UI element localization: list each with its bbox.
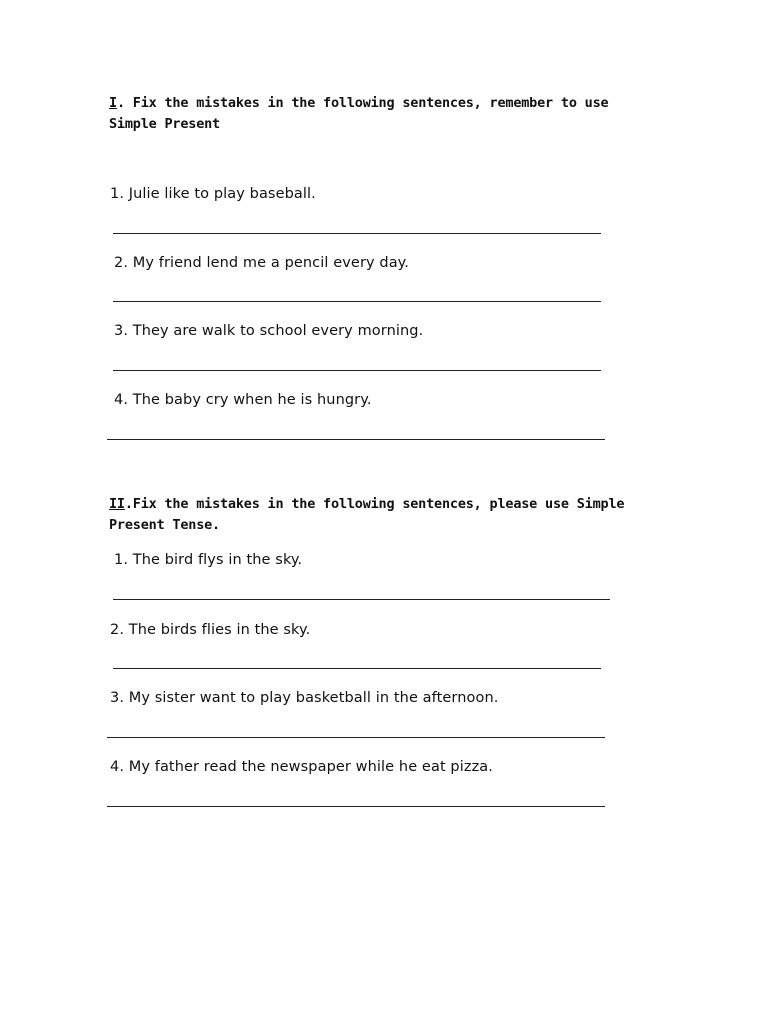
section-1-sentence-2: 2. My friend lend me a pencil every day. [114,255,410,271]
section-2-sentence-4: 4. My father read the newspaper while he eat pizza. [110,759,493,775]
section-1-answer-line-3[interactable] [113,370,601,371]
section-2-sentence-1: 1. The bird flys in the sky. [114,552,303,568]
section-2-instructions: .Fix the mistakes in the following sentences, please use Simple Present Tense. [109,496,625,533]
section-1-number: I [109,95,117,111]
section-1-sentence-1: 1. Julie like to play baseball. [110,186,316,202]
section-2-answer-line-2[interactable] [113,668,601,669]
section-1-answer-line-4[interactable] [107,439,605,440]
section-2-answer-line-1[interactable] [113,599,610,600]
section-2-heading [109,494,629,536]
section-2-answer-line-4[interactable] [107,806,605,807]
section-1-heading [109,93,629,135]
section-2-number: II [109,496,125,512]
section-2-answer-line-3[interactable] [107,737,605,738]
section-1-sentence-3: 3. They are walk to school every morning. [114,323,424,339]
section-2-sentence-3: 3. My sister want to play basketball in the afternoon. [110,690,499,706]
section-1-answer-line-1[interactable] [113,233,601,234]
section-1-sentence-4: 4. The baby cry when he is hungry. [114,392,372,408]
section-1-answer-line-2[interactable] [113,301,601,302]
section-2-sentence-2: 2. The birds flies in the sky. [110,622,311,638]
section-1-instructions: . Fix the mistakes in the following sentences, remember to use Simple Present [109,95,609,132]
